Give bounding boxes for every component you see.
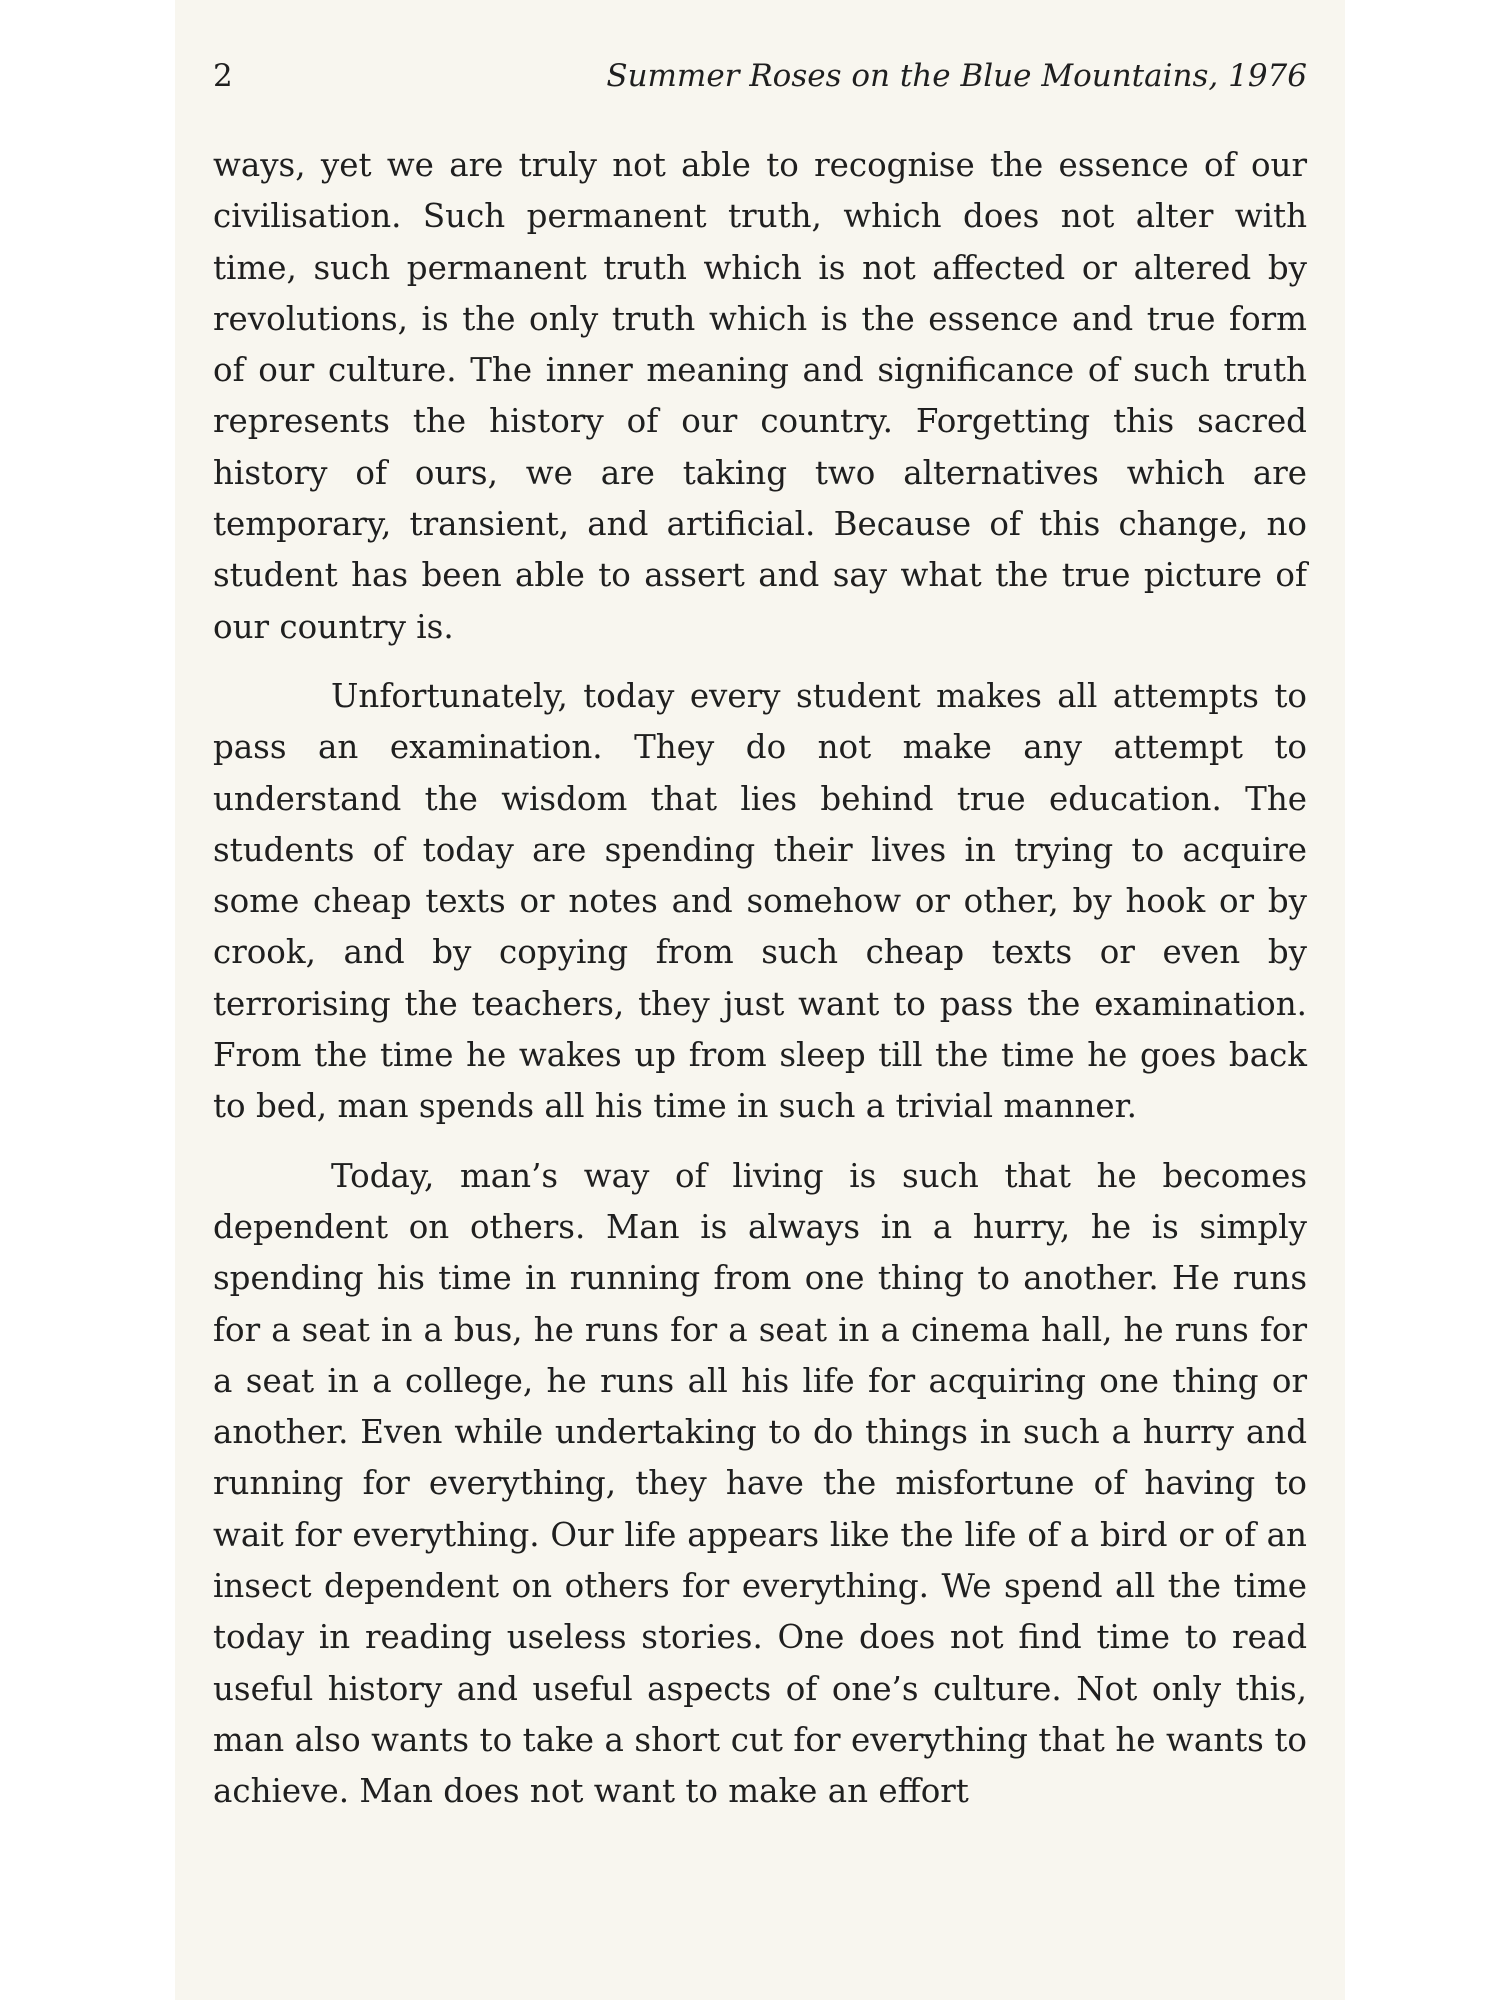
running-title: Summer Roses on the Blue Mountains, 1976 bbox=[606, 58, 1307, 94]
book-page bbox=[175, 0, 1345, 2000]
page-number: 2 bbox=[213, 58, 233, 94]
paragraph-3: Today, man’s way of living is such that he becomes dependent on others. Man is always in a hurry, he is simply spending his time in running from one thing to another. He runs for a seat in a bus, he runs for a seat in a cinema hall, he runs for a seat in a college, he runs all his life for acquiring one thing or another. Even while undertaking to do things in such a hurry and running for everything, they have the misfortune of having to wait for everything. Our life appears like the life of a bird or of an insect dependent on others for everything. We spend all the time today in reading useless stories. One does not find time to read useful history and useful aspects of one’s culture. Not only this, man also wants to take a short cut for everything that he wants to achieve. Man does not want to make an effort bbox=[213, 1156, 1307, 1811]
paragraph-2: Unfortunately, today every student makes all attempts to pass an examination. They do not make any attempt to understand the wisdom that lies behind true education. The students of today are spending their lives in trying to acquire some cheap texts or notes and somehow or other, by hook or by crook, and by copying from such cheap texts or even by terrorising the teachers, they just want to pass the examination. From the time he wakes up from sleep till the time he goes back to bed, man spends all his time in such a trivial manner. bbox=[213, 676, 1307, 1126]
page-header bbox=[213, 52, 1307, 100]
paragraph-1: ways, yet we are truly not able to recognise the essence of our civilisation. Such permanent truth, which does not alter with time, such permanent truth which is not affected or altered by revolutions, is the only truth which is the essence and true form of our culture. The inner meaning and significance of such truth represents the history of our country. Forgetting this sacred history of ours, we are taking two alternatives which are temporary, transient, and artificial. Because of this change, no student has been able to assert and say what the true picture of our country is. bbox=[213, 146, 1307, 646]
body-text bbox=[213, 140, 1307, 1818]
